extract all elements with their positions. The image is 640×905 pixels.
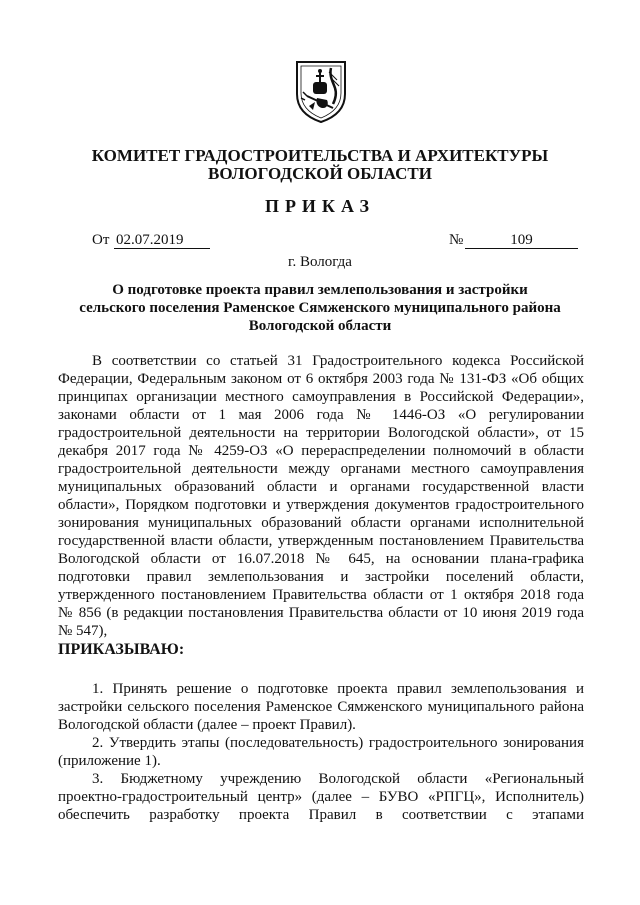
item-line: (приложение 1). — [58, 753, 161, 769]
body-line: градостроительной деятельности на территории Вологодской области», от 15 — [58, 425, 584, 441]
body-line: № 856 (в редакции постановления Правительства области от 10 июня 2019 года — [58, 605, 584, 621]
item-line: 3. Бюджетному учреждению Вологодской области «Региональный — [92, 771, 584, 787]
document-number: 109 — [465, 232, 578, 249]
body-line: № 547), — [58, 623, 108, 639]
decree-word: ПРИКАЗЫВАЮ: — [58, 641, 185, 658]
body-line: В соответствии со статьей 31 Градостроительного кодекса Российской — [92, 353, 584, 369]
body-line: Вологодской области от 16.07.2018 № 645, на основании плана-графика — [58, 551, 584, 567]
body-line: законами области от 1 мая 2006 года № 1446-ОЗ «О регулировании — [58, 407, 584, 423]
subject-line: Вологодской области — [248, 318, 392, 334]
body-line: государственной власти области, утвержденным постановлением Правительства — [58, 533, 584, 549]
subject-line: О подготовке проекта правил землепользования и застройки — [112, 282, 528, 298]
body-line: градостроительной деятельности между органами местного самоуправления — [58, 461, 584, 477]
document-subject — [0, 281, 640, 335]
body-line: декабря 2017 года № 4259-ОЗ «О перераспределении полномочий в области — [58, 443, 584, 459]
item-line: 2. Утвердить этапы (последовательность) градостроительного зонирования — [92, 735, 584, 751]
document-type-title: ПРИКАЗ — [264, 196, 376, 216]
item-line: застройки сельского поселения Раменское Сямженского муниципального района — [58, 699, 584, 715]
item-line: проектно-градостроительный центр» (далее – БУВО «РПГЦ», Исполнитель) — [58, 789, 584, 805]
body-line: принципах организации местного самоуправления в Российской Федерации», — [58, 389, 584, 405]
body-line: утвержденного постановлением Правительства области от 1 октября 2018 года — [58, 587, 584, 603]
item-line: обеспечить разработку проекта Правил в соответствии с этапами — [58, 807, 584, 823]
body-line: Федерации, Федеральным законом от 6 октября 2003 года № 131-ФЗ «Об общих — [58, 371, 584, 387]
subject-line: сельского поселения Раменское Сямженского муниципального района — [79, 300, 561, 316]
city: г. Вологда — [288, 254, 352, 270]
body-line: зонирования муниципальных образований области органами исполнительной — [58, 515, 584, 531]
coat-of-arms-icon — [293, 58, 349, 124]
item-line: 1. Принять решение о подготовке проекта правил землепользования и — [92, 681, 584, 697]
item-line: Вологодской области (далее – проект Правил). — [58, 717, 356, 733]
number-label: № — [449, 232, 464, 248]
document-date: 02.07.2019 — [114, 232, 210, 249]
org-name-line2: ВОЛОГОДСКОЙ ОБЛАСТИ — [208, 164, 432, 183]
org-name-line1: КОМИТЕТ ГРАДОСТРОИТЕЛЬСТВА И АРХИТЕКТУРЫ — [91, 146, 549, 165]
body-line: муниципальных образований области и органами государственной власти — [58, 479, 584, 495]
date-label: От — [92, 232, 110, 248]
body-line: подготовки правил землепользования и застройки поселений области, — [58, 569, 584, 585]
body-line: области», Порядком подготовки и утверждения документов градостроительного — [58, 497, 584, 513]
